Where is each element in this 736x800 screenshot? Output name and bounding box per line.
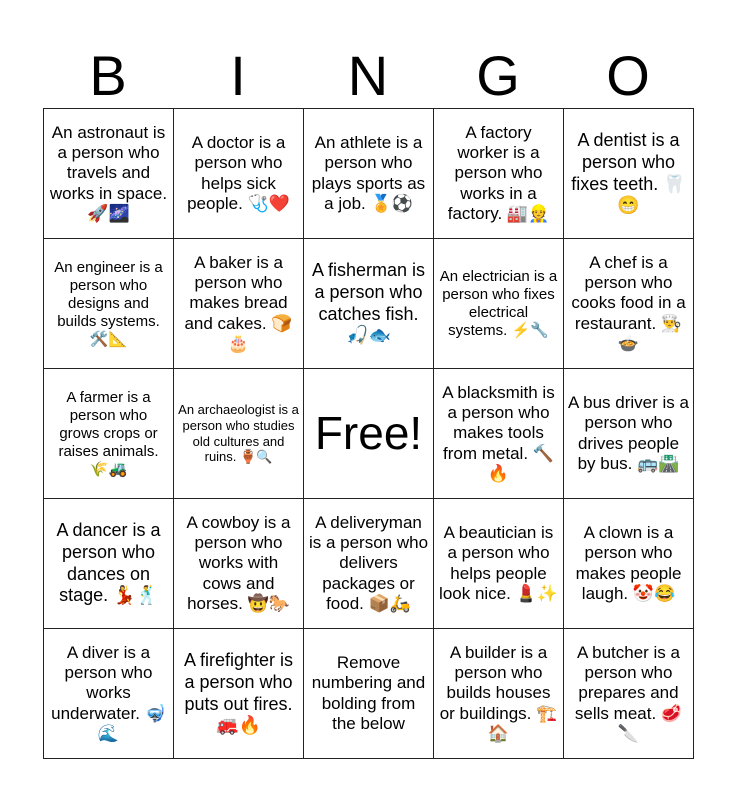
bingo-cell-r1c2[interactable]: A doctor is a person who helps sick people. 🩺❤️ (174, 109, 304, 239)
board-row-4 (44, 499, 694, 629)
bingo-cell-r4c2[interactable]: A cowboy is a person who works with cows and horses. 🤠🐎 (174, 499, 304, 629)
bingo-cell-r2c5[interactable]: A chef is a person who cooks food in a restaurant. 👨‍🍳🍲 (564, 239, 694, 369)
free-space-cell[interactable]: Free! (304, 369, 434, 499)
bingo-cell-r1c4[interactable]: A factory worker is a person who works in a factory. 🏭👷 (434, 109, 564, 239)
bingo-cell-r2c1[interactable]: An engineer is a person who designs and builds systems. 🛠️📐 (44, 239, 174, 369)
bingo-cell-r5c3[interactable]: Remove numbering and bolding from the below (304, 629, 434, 759)
board-row-1 (44, 109, 694, 239)
header-letter-o: O (606, 44, 650, 107)
bingo-cell-r1c3[interactable]: An athlete is a person who plays sports as a job. 🏅⚽ (304, 109, 434, 239)
bingo-cell-r5c5[interactable]: A butcher is a person who prepares and sells meat. 🥩🔪 (564, 629, 694, 759)
bingo-cell-r2c3[interactable]: A fisherman is a person who catches fish. 🎣🐟 (304, 239, 434, 369)
bingo-cell-r1c5[interactable]: A dentist is a person who fixes teeth. 🦷😁 (564, 109, 694, 239)
board-row-3 (44, 369, 694, 499)
header-letter-i: I (230, 44, 246, 107)
bingo-cell-r4c3[interactable]: A deliveryman is a person who delivers packages or food. 📦🛵 (304, 499, 434, 629)
board-row-2 (44, 239, 694, 369)
header-letter-g: G (476, 44, 520, 107)
bingo-cell-r5c1[interactable]: A diver is a person who works underwater. 🤿🌊 (44, 629, 174, 759)
header-letter-b: B (89, 44, 127, 107)
bingo-cell-r3c5[interactable]: A bus driver is a person who drives people by bus. 🚌🛣️ (564, 369, 694, 499)
bingo-cell-r4c1[interactable]: A dancer is a person who dances on stage. 💃🕺 (44, 499, 174, 629)
bingo-cell-r5c2[interactable]: A firefighter is a person who puts out fires. 🚒🔥 (174, 629, 304, 759)
bingo-cell-r4c4[interactable]: A beautician is a person who helps people look nice. 💄✨ (434, 499, 564, 629)
bingo-cell-r1c1[interactable]: An astronaut is a person who travels and works in space. 🚀🌌 (44, 109, 174, 239)
bingo-cell-r2c4[interactable]: An electrician is a person who fixes electrical systems. ⚡🔧 (434, 239, 564, 369)
bingo-header (43, 44, 693, 108)
bingo-cell-r5c4[interactable]: A builder is a person who builds houses or buildings. 🏗️🏠 (434, 629, 564, 759)
board-row-5 (44, 629, 694, 759)
bingo-board (43, 108, 694, 759)
bingo-cell-r3c2[interactable]: An archaeologist is a person who studies old cultures and ruins. 🏺🔍 (174, 369, 304, 499)
header-letter-n: N (347, 44, 389, 107)
bingo-cell-r3c4[interactable]: A blacksmith is a person who makes tools from metal. 🔨🔥 (434, 369, 564, 499)
bingo-cell-r2c2[interactable]: A baker is a person who makes bread and cakes. 🍞🎂 (174, 239, 304, 369)
bingo-cell-r3c1[interactable]: A farmer is a person who grows crops or raises animals. 🌾🚜 (44, 369, 174, 499)
bingo-cell-r4c5[interactable]: A clown is a person who makes people laugh. 🤡😂 (564, 499, 694, 629)
